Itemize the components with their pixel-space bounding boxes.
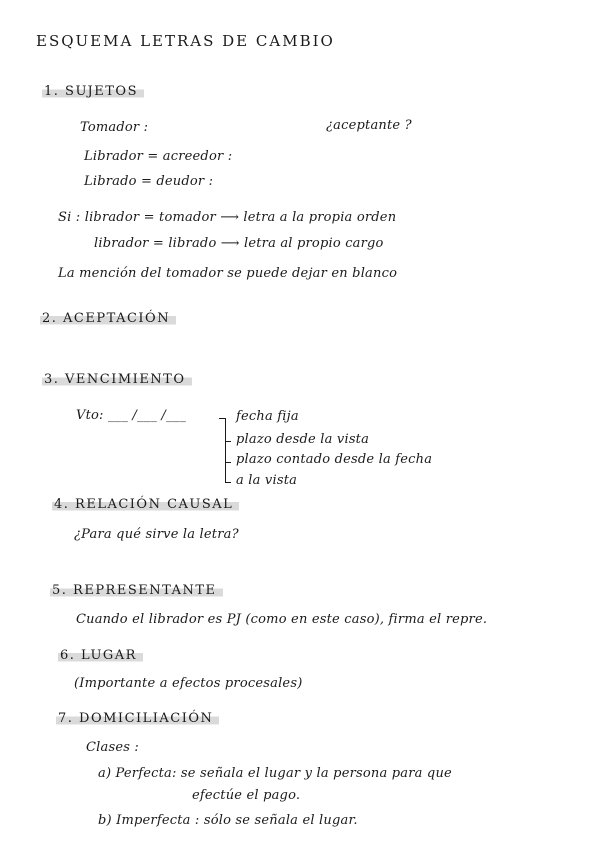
vencimiento-option: a la vista — [236, 473, 298, 488]
section-7-heading — [56, 711, 219, 726]
section-6-heading-text: 6. LUGAR — [58, 648, 143, 663]
relacion-causal-question: ¿Para qué sirve la letra? — [74, 527, 239, 542]
section-1-heading-text: 1. SUJETOS — [42, 84, 144, 99]
section-5-heading — [50, 583, 223, 598]
librador-label: Librador = acreedor : — [84, 149, 233, 164]
section-7-heading-text: 7. DOMICILIACIÓN — [56, 711, 219, 726]
tomador-label: Tomador : — [80, 120, 149, 135]
clases-label: Clases : — [86, 740, 140, 755]
section-4-heading — [52, 497, 239, 512]
section-3-heading — [42, 372, 192, 387]
librado-label: Librado = deudor : — [84, 174, 214, 189]
vto-date-blank: Vto: ___ /___ /___ — [76, 408, 187, 423]
section-2-heading — [40, 311, 176, 326]
brace-tick — [219, 418, 225, 419]
representante-text: Cuando el librador es PJ (como en este caso), firma el repre. — [76, 612, 488, 627]
vencimiento-brace — [225, 418, 226, 482]
si-line-propia-orden: Si : librador = tomador ⟶ letra a la propia orden — [58, 210, 397, 225]
page-title: ESQUEMA LETRAS DE CAMBIO — [36, 32, 335, 50]
section-1-heading — [42, 84, 144, 99]
brace-tick — [225, 462, 231, 463]
vencimiento-option: plazo desde la vista — [236, 432, 370, 447]
aceptante-question: ¿aceptante ? — [326, 118, 412, 133]
lugar-note: (Importante a efectos procesales) — [74, 676, 303, 691]
section-6-heading — [58, 648, 143, 663]
mencion-tomador-note: La mención del tomador se puede dejar en blanco — [58, 266, 398, 281]
section-4-heading-text: 4. RELACIÓN CAUSAL — [52, 497, 239, 512]
si-line-propio-cargo: librador = librado ⟶ letra al propio cargo — [94, 236, 384, 251]
section-5-heading-text: 5. REPRESENTANTE — [50, 583, 223, 598]
domiciliacion-perfecta: a) Perfecta: se señala el lugar y la persona para que — [98, 766, 452, 781]
vencimiento-option: plazo contado desde la fecha — [236, 452, 433, 467]
domiciliacion-imperfecta: b) Imperfecta : sólo se señala el lugar. — [98, 813, 358, 828]
brace-tick — [225, 441, 231, 442]
section-3-heading-text: 3. VENCIMIENTO — [42, 372, 192, 387]
vencimiento-option: fecha fija — [236, 409, 299, 424]
section-2-heading-text: 2. ACEPTACIÓN — [40, 311, 176, 326]
domiciliacion-perfecta-cont: efectúe el pago. — [192, 788, 301, 803]
brace-tick — [225, 482, 231, 483]
